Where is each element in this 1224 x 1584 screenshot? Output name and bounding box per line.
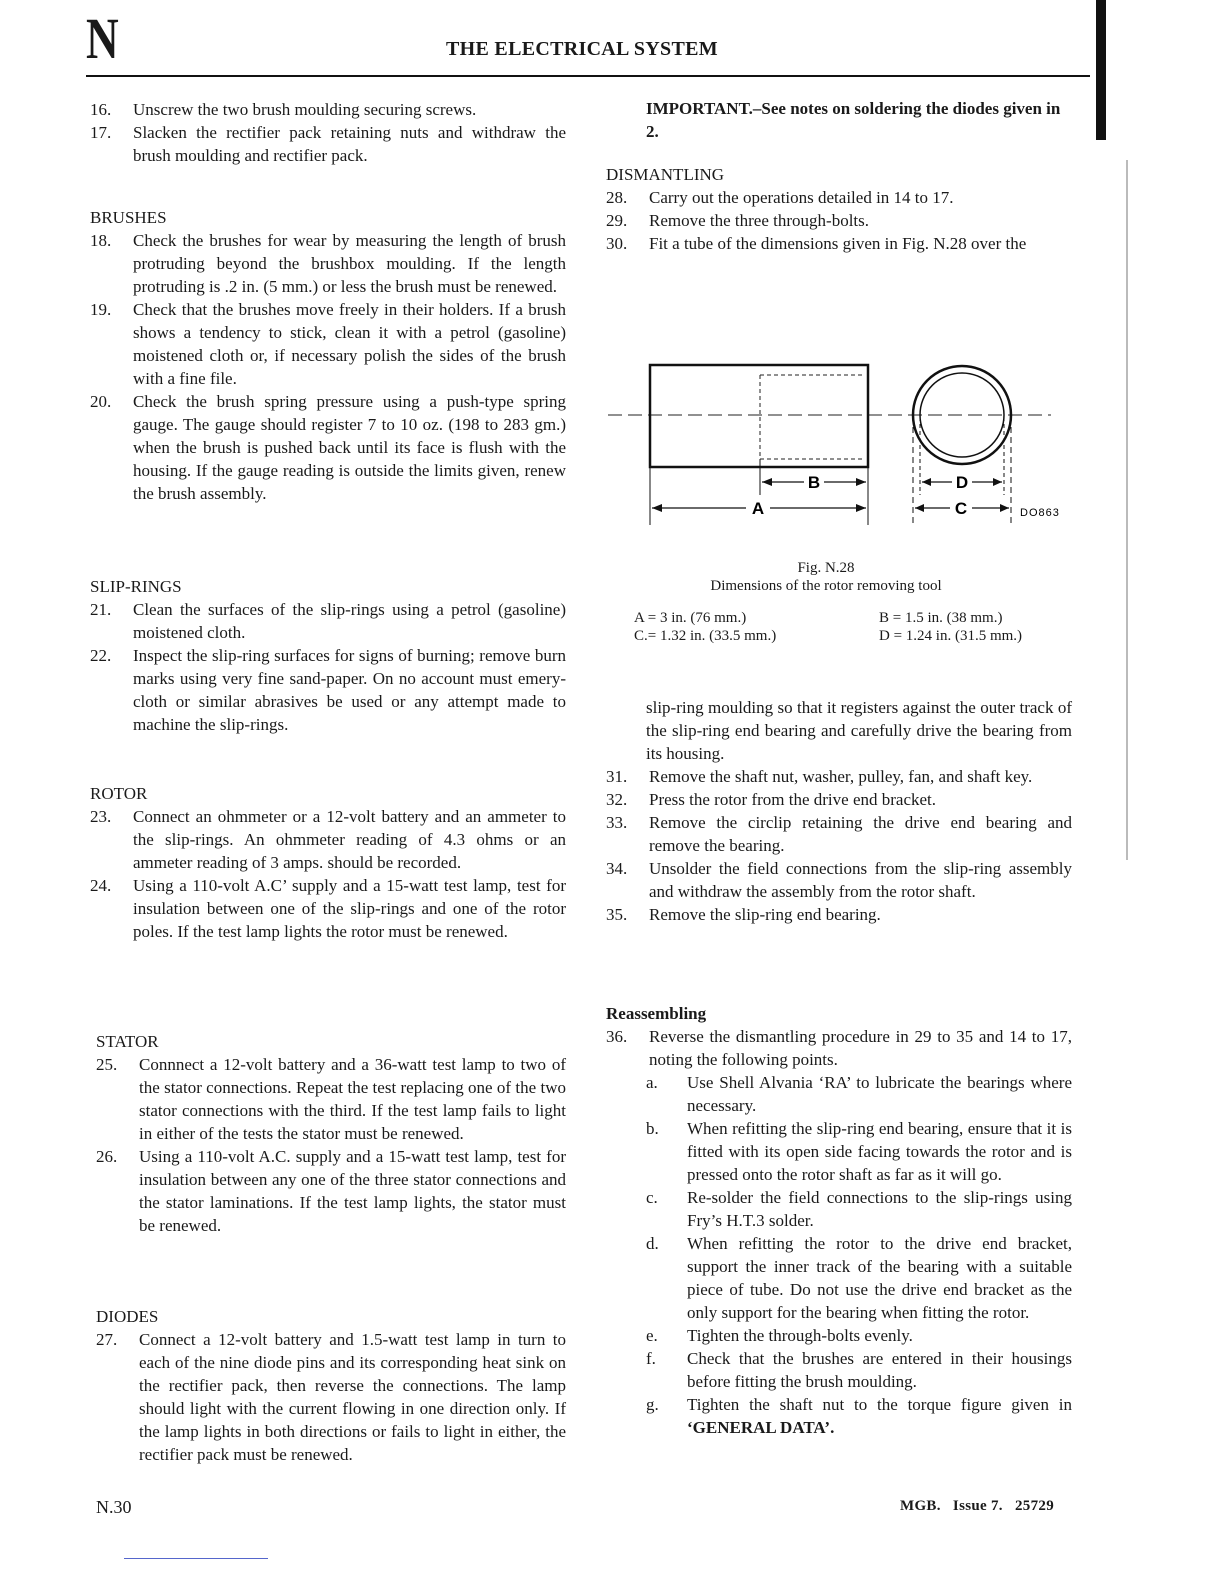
rotor-section xyxy=(90,782,566,943)
dimension-a: A = 3 in. (76 mm.) xyxy=(634,610,747,626)
section-heading: STATOR xyxy=(96,1032,159,1051)
list-item: 16. Unscrew the two brush moulding securing screws. xyxy=(90,100,477,119)
sub-item: g. Tighten the shaft nut to the torque figure given in ‘GENERAL DATA’. xyxy=(646,1395,1072,1437)
scan-artifact-line xyxy=(124,1558,268,1559)
sub-item: d. When refitting the rotor to the drive end bracket, support the inner track of the bearing with a suitable piece of tube. Do not use the drive end bracket as the only support for the bearing when fitting the rotor. xyxy=(646,1234,1072,1322)
list-item: 25. Connnect a 12-volt battery and a 36-watt test lamp to two of the stator connections. Repeat the test replacing one of the two stator connections with the third. If the test lamp fails to light in either of the tests the stator must be renewed. xyxy=(96,1055,566,1143)
figure-reference-code: DO863 xyxy=(1020,507,1060,519)
continuation-text: slip-ring moulding so that it registers against the outer track of the slip-ring end bearing and carefully drive the bearing from its housing. xyxy=(646,698,1072,763)
list-item: 27. Connect a 12-volt battery and 1.5-watt test lamp in turn to each of the nine diode pins and its corresponding heat sink on the rectifier pack, then reverse the connections. The lamp should light with the current flowing in one direction only. If the lamp lights in both directions or fails to light in either, the rectifier pack must be renewed. xyxy=(96,1330,566,1464)
sub-item: a. Use Shell Alvania ‘RA’ to lubricate the bearings where necessary. xyxy=(646,1073,1072,1115)
right-column-top xyxy=(606,97,1072,255)
section-heading: DIODES xyxy=(96,1307,159,1326)
list-item: 31. Remove the shaft nut, washer, pulley, fan, and shaft key. xyxy=(606,767,1033,786)
arrow-head xyxy=(762,478,772,486)
arrow-head xyxy=(856,504,866,512)
reassembling-section xyxy=(606,1002,1072,1439)
arrow-head xyxy=(1000,504,1009,512)
list-item: 36. Reverse the dismantling procedure in 29 to 35 and 14 to 17, noting the following points. xyxy=(606,1027,1072,1069)
important-note: IMPORTANT.–See notes on soldering the diodes given in 2. xyxy=(646,99,1061,141)
list-item: 20. Check the brush spring pressure using a push-type spring gauge. The gauge should register 7 to 10 oz. (198 to 283 gm.) when the brush is pushed back until its face is flush with the housing. If the gauge reading is outside the limits given, renew the brush assembly. xyxy=(90,392,566,503)
dimension-label-c: C xyxy=(954,499,968,518)
section-heading: Reassembling xyxy=(606,1004,707,1023)
figure-caption-block xyxy=(606,559,1046,645)
slip-rings-section xyxy=(90,575,566,736)
dimension-list xyxy=(634,609,1046,645)
dimension-c: C.= 1.32 in. (33.5 mm.) xyxy=(634,628,777,644)
list-item: 19. Check that the brushes move freely in their holders. If a brush shows a tendency to stick, clean it with a petrol (gasoline) moistened cloth or, if necessary polish the sides of the brush with a fine file. xyxy=(90,300,566,388)
section-heading: BRUSHES xyxy=(90,208,167,227)
dimension-b: B = 1.5 in. (38 mm.) xyxy=(879,610,1003,626)
issue-reference: MGB. Issue 7. 25729 xyxy=(900,1498,1054,1514)
section-heading: SLIP-RINGS xyxy=(90,577,182,596)
list-item: 35. Remove the slip-ring end bearing. xyxy=(606,905,881,924)
right-column-continued xyxy=(606,696,1072,926)
list-item: 24. Using a 110-volt A.C’ supply and a 15-watt test lamp, test for insulation between one of the slip-rings and one of the rotor poles. If the test lamp lights the rotor must be renewed. xyxy=(90,876,566,941)
diodes-section xyxy=(96,1305,566,1466)
tube-outline xyxy=(650,365,868,467)
list-item: 26. Using a 110-volt A.C. supply and a 15-watt test lamp, test for insulation between any one of the three stator connections and the stator laminations. If the test lamp lights, the stator must be renewed. xyxy=(96,1147,566,1235)
arrow-head xyxy=(993,478,1002,486)
dimension-label-d: D xyxy=(955,473,969,492)
list-item: 22. Inspect the slip-ring surfaces for signs of burning; remove burn marks using very fine sand-paper. On no account must emery-cloth or similar abrasives be used or any attempt made to machine the slip-rings. xyxy=(90,646,566,734)
left-column-intro xyxy=(90,98,566,167)
list-item: 33. Remove the circlip retaining the drive end bearing and remove the bearing. xyxy=(606,813,1072,855)
page-title: THE ELECTRICAL SYSTEM xyxy=(446,38,718,60)
list-item: 21. Clean the surfaces of the slip-rings using a petrol (gasoline) moistened cloth. xyxy=(90,600,566,642)
list-item: 29. Remove the three through-bolts. xyxy=(606,211,870,230)
page-number: N.30 xyxy=(96,1497,132,1517)
arrow-head xyxy=(922,478,931,486)
sub-item: b. When refitting the slip-ring end bearing, ensure that it is fitted with its open side facing towards the rotor and is pressed onto the rotor shaft as far as it will go. xyxy=(646,1119,1072,1184)
sub-item: e. Tighten the through-bolts evenly. xyxy=(646,1326,913,1345)
dimension-d: D = 1.24 in. (31.5 mm.) xyxy=(879,628,1023,644)
sub-item: c. Re-solder the field connections to the slip-rings using Fry’s H.T.3 solder. xyxy=(646,1188,1072,1230)
figure-title: Fig. N.28 xyxy=(797,560,855,576)
list-item: 34. Unsolder the field connections from the slip-ring assembly and withdraw the assembly from the rotor shaft. xyxy=(606,859,1072,901)
section-letter: N xyxy=(86,6,119,71)
list-item: 28. Carry out the operations detailed in 14 to 17. xyxy=(606,188,954,207)
list-item: 30. Fit a tube of the dimensions given in Fig. N.28 over the xyxy=(606,234,1027,253)
page-edge-mark xyxy=(1096,0,1106,140)
sub-item: f. Check that the brushes are entered in their housings before fitting the brush moulding. xyxy=(646,1349,1072,1391)
figure-caption: Dimensions of the rotor removing tool xyxy=(710,578,942,594)
list-item: 32. Press the rotor from the drive end bracket. xyxy=(606,790,937,809)
list-item: 18. Check the brushes for wear by measuring the length of brush protruding beyond the brushbox moulding. If the length protruding is .2 in. (5 mm.) or less the brush must be renewed. xyxy=(90,231,566,296)
dimension-label-b: B xyxy=(807,473,821,492)
dimension-label-a: A xyxy=(751,499,765,518)
section-heading: ROTOR xyxy=(90,784,148,803)
arrow-head xyxy=(915,504,924,512)
list-item: 23. Connect an ohmmeter or a 12-volt battery and an ammeter to the slip-rings. An ohmmeter reading of 4.3 ohms or an ammeter reading of 3 amps. should be recorded. xyxy=(90,807,566,872)
stator-section xyxy=(96,1030,566,1237)
arrow-head xyxy=(856,478,866,486)
header-rule xyxy=(86,75,1090,77)
list-item: 17. Slacken the rectifier pack retaining nuts and withdraw the brush moulding and rectifier pack. xyxy=(90,123,566,165)
rotor-removing-tool-diagram xyxy=(606,355,1066,535)
brushes-section xyxy=(90,206,566,505)
page-edge-shadow xyxy=(1126,160,1128,860)
section-heading: DISMANTLING xyxy=(606,165,725,184)
general-data-reference: ‘GENERAL DATA’. xyxy=(687,1418,835,1437)
arrow-head xyxy=(652,504,662,512)
